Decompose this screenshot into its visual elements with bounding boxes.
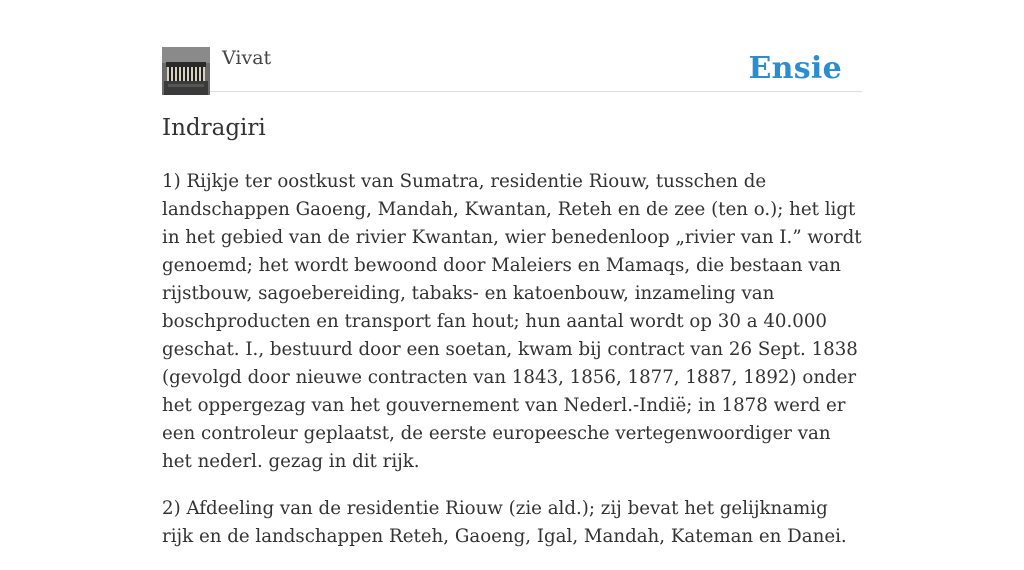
site-header [162,46,862,92]
author-name[interactable]: Vivat [222,47,272,69]
author-avatar[interactable] [162,47,210,95]
definition-paragraph: 2) Afdeeling van de residentie Riouw (zie ald.); zij bevat het gelijknamig rijk en de landschappen Reteh, Gaoeng, Igal, Mandah, Kateman en Danei. [162,498,847,547]
article-title: Indragiri [162,115,266,141]
article-body [162,168,864,570]
site-logo[interactable]: Ensie [748,51,842,86]
typewriter-avatar-icon [162,47,210,95]
definition-paragraph: 1) Rijkje ter oostkust van Sumatra, residentie Riouw, tusschen de landschappen Gaoeng, Mandah, Kwantan, Reteh en de zee (ten o.); het ligt in het gebied van de rivier Kwantan, wier benedenloop „rivier van I.” wordt genoemd; het wordt bewoond door Maleiers en Mamaqs, die bestaan van rijstbouw, sagoebereiding, tabaks- en katoenbouw, inzameling van boschproducten en transport fan hout; hun aantal wordt op 30 a 40.000 geschat. I., bestuurd door een soetan, kwam bij contract van 26 Sept. 1838 (gevolgd door nieuwe contracten van 1843, 1856, 1877, 1887, 1892) onder het oppergezag van het gouvernement van Nederl.-Indië; in 1878 werd er een controleur geplaatst, de eerste europeesche vertegenwoordiger van het nederl. gezag in dit rijk. [162,171,862,472]
